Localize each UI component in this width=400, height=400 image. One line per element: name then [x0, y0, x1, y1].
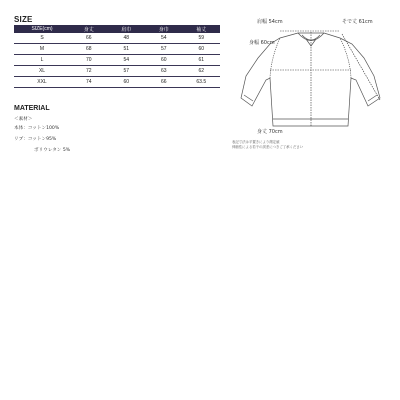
sweatshirt-outline [241, 33, 380, 126]
table-cell: 66 [70, 33, 108, 44]
material-label: ＜素材＞ [14, 117, 33, 122]
table-cell: 60 [108, 77, 146, 88]
table-cell: 70 [70, 55, 108, 66]
size-label: L [14, 55, 70, 66]
measurement-note: 表記寸法は平置きにより測定値 [232, 140, 280, 144]
sleeve-length-label: そで丈 61cm [342, 19, 373, 25]
column-header: 肩巾 [108, 25, 146, 33]
table-cell: 68 [70, 44, 108, 55]
column-header: SIZE(cm) [14, 25, 70, 33]
material-rib: リブ：コットン95% [14, 137, 57, 142]
sweatshirt-diagram [240, 18, 390, 138]
table-row [14, 44, 220, 55]
table-cell: 63.5 [183, 77, 221, 88]
table-cell: 54 [145, 33, 183, 44]
body-length-label: 身丈 70cm [257, 129, 283, 135]
material-rib-blend: ポリウレタン 5% [34, 148, 71, 153]
column-header: 身丈 [70, 25, 108, 33]
table-row [14, 66, 220, 77]
table-cell: 72 [70, 66, 108, 77]
table-cell: 74 [70, 77, 108, 88]
table-cell: 66 [145, 77, 183, 88]
table-cell: 54 [108, 55, 146, 66]
table-row [14, 55, 220, 66]
chest-width-label: 身幅 60cm [249, 40, 275, 46]
size-label: XXL [14, 77, 70, 88]
size-table [14, 25, 220, 88]
table-row [14, 77, 220, 88]
measurement-lines [270, 31, 380, 126]
table-cell: 60 [183, 44, 221, 55]
size-table-header [14, 25, 220, 33]
table-cell: 62 [183, 66, 221, 77]
material-heading: MATERIAL [14, 105, 50, 112]
column-header: 袖丈 [183, 25, 221, 33]
shoulder-width-label: 肩幅 54cm [257, 19, 283, 25]
material-body: 本体：コットン100% [14, 126, 60, 131]
table-cell: 57 [145, 44, 183, 55]
table-cell: 59 [183, 33, 221, 44]
table-row [14, 33, 220, 44]
size-heading: SIZE [14, 15, 33, 24]
size-label: M [14, 44, 70, 55]
measurement-note: 伸縮性による若干の誤差につきご了承ください [232, 145, 304, 149]
table-cell: 63 [145, 66, 183, 77]
size-label: S [14, 33, 70, 44]
table-cell: 51 [108, 44, 146, 55]
table-cell: 61 [183, 55, 221, 66]
table-cell: 57 [108, 66, 146, 77]
table-cell: 60 [145, 55, 183, 66]
column-header: 身巾 [145, 25, 183, 33]
size-label: XL [14, 66, 70, 77]
table-cell: 48 [108, 33, 146, 44]
